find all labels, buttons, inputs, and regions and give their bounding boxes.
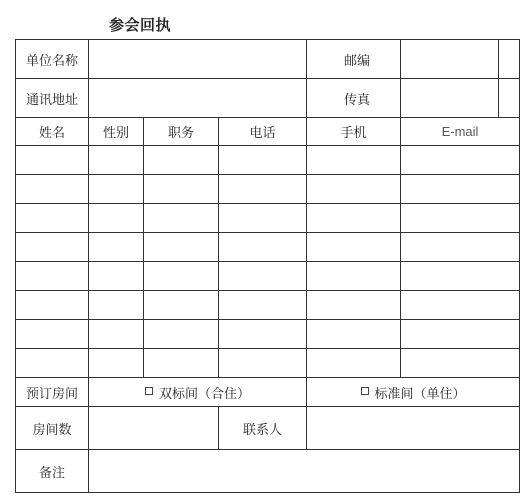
- attendee-gender-cell[interactable]: [89, 175, 144, 204]
- attendee-gender-cell[interactable]: [89, 204, 144, 233]
- attendee-position-cell[interactable]: [144, 233, 219, 262]
- attendee-email-cell[interactable]: [401, 175, 520, 204]
- attendee-name-cell[interactable]: [16, 146, 89, 175]
- attendee-position-cell[interactable]: [144, 262, 219, 291]
- remarks-field[interactable]: [89, 450, 520, 493]
- attendee-row: [16, 349, 520, 378]
- attendee-phone-cell[interactable]: [219, 146, 307, 175]
- attendee-email-cell[interactable]: [401, 233, 520, 262]
- attendee-name-cell[interactable]: [16, 349, 89, 378]
- fax-label: 传真: [307, 79, 401, 118]
- attendee-email-cell[interactable]: [401, 262, 520, 291]
- address-label: 通讯地址: [16, 79, 89, 118]
- attendee-row: [16, 262, 520, 291]
- room-count-field[interactable]: [89, 407, 219, 450]
- attendee-phone-cell[interactable]: [219, 204, 307, 233]
- checkbox-single-room[interactable]: [361, 387, 369, 395]
- attendee-mobile-cell[interactable]: [307, 175, 401, 204]
- address-field[interactable]: [89, 79, 307, 118]
- attendee-position-cell[interactable]: [144, 291, 219, 320]
- checkbox-double-room[interactable]: [145, 387, 153, 395]
- attendee-gender-cell[interactable]: [89, 233, 144, 262]
- attendee-email-cell[interactable]: [401, 349, 520, 378]
- attendee-name-cell[interactable]: [16, 262, 89, 291]
- postcode-extra-cell: [499, 40, 520, 79]
- fax-extra-cell: [499, 79, 520, 118]
- attendee-name-cell[interactable]: [16, 175, 89, 204]
- contact-field[interactable]: [307, 407, 520, 450]
- attendee-row: [16, 320, 520, 349]
- attendee-position-cell[interactable]: [144, 320, 219, 349]
- attendee-row: [16, 233, 520, 262]
- attendee-mobile-cell[interactable]: [307, 320, 401, 349]
- postcode-field[interactable]: [401, 40, 499, 79]
- attendee-mobile-cell[interactable]: [307, 291, 401, 320]
- room-option-single[interactable]: [307, 378, 520, 407]
- attendee-position-cell[interactable]: [144, 146, 219, 175]
- attendee-phone-cell[interactable]: [219, 175, 307, 204]
- attendee-gender-cell[interactable]: [89, 262, 144, 291]
- attendee-row: [16, 146, 520, 175]
- org-name-field[interactable]: [89, 40, 307, 79]
- col-header-gender: 性别: [89, 118, 144, 146]
- col-header-mobile: 手机: [307, 118, 401, 146]
- room-booking-label: 预订房间: [16, 378, 89, 407]
- attendee-mobile-cell[interactable]: [307, 262, 401, 291]
- attendee-mobile-cell[interactable]: [307, 204, 401, 233]
- remarks-label: 备注: [16, 450, 89, 493]
- attendee-phone-cell[interactable]: [219, 320, 307, 349]
- attendee-name-cell[interactable]: [16, 320, 89, 349]
- attendee-email-cell[interactable]: [401, 291, 520, 320]
- attendee-mobile-cell[interactable]: [307, 146, 401, 175]
- attendee-position-cell[interactable]: [144, 204, 219, 233]
- col-header-position: 职务: [144, 118, 219, 146]
- registration-table: [15, 39, 520, 493]
- col-header-name: 姓名: [16, 118, 89, 146]
- attendee-email-cell[interactable]: [401, 146, 520, 175]
- fax-field[interactable]: [401, 79, 499, 118]
- postcode-label: 邮编: [307, 40, 401, 79]
- attendee-phone-cell[interactable]: [219, 349, 307, 378]
- attendee-phone-cell[interactable]: [219, 262, 307, 291]
- org-name-label: 单位名称: [16, 40, 89, 79]
- attendee-gender-cell[interactable]: [89, 349, 144, 378]
- contact-label: 联系人: [219, 407, 307, 450]
- attendee-row: [16, 204, 520, 233]
- attendee-mobile-cell[interactable]: [307, 233, 401, 262]
- attendee-name-cell[interactable]: [16, 233, 89, 262]
- col-header-email: E-mail: [401, 118, 520, 146]
- attendee-gender-cell[interactable]: [89, 320, 144, 349]
- attendee-position-cell[interactable]: [144, 175, 219, 204]
- attendee-email-cell[interactable]: [401, 320, 520, 349]
- room-option-single-label: 标准间（单住）: [374, 386, 466, 402]
- attendee-name-cell[interactable]: [16, 291, 89, 320]
- room-option-double[interactable]: [89, 378, 307, 407]
- attendee-gender-cell[interactable]: [89, 146, 144, 175]
- col-header-phone: 电话: [219, 118, 307, 146]
- room-option-double-label: 双标间（合住）: [159, 386, 251, 402]
- attendee-row: [16, 291, 520, 320]
- attendee-email-cell[interactable]: [401, 204, 520, 233]
- room-count-label: 房间数: [16, 407, 89, 450]
- attendee-name-cell[interactable]: [16, 204, 89, 233]
- attendee-mobile-cell[interactable]: [307, 349, 401, 378]
- attendee-phone-cell[interactable]: [219, 233, 307, 262]
- form-title: 参会回执: [109, 16, 172, 34]
- attendee-phone-cell[interactable]: [219, 291, 307, 320]
- attendee-row: [16, 175, 520, 204]
- attendee-position-cell[interactable]: [144, 349, 219, 378]
- attendee-gender-cell[interactable]: [89, 291, 144, 320]
